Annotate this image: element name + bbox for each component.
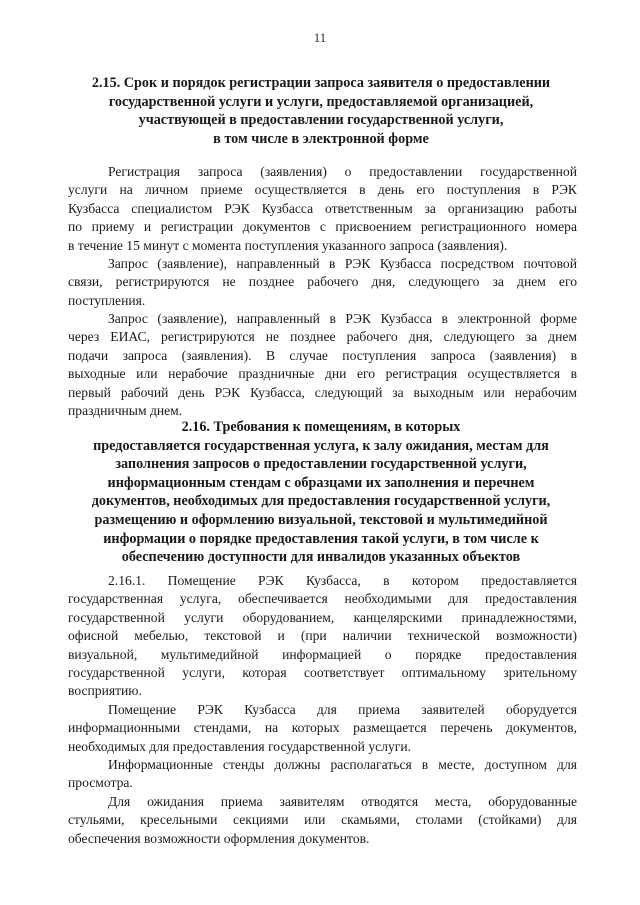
text-line: информационными стендами, на которых размещается перечень документов, xyxy=(68,720,577,736)
page-number: 11 xyxy=(313,30,327,45)
text-line: поступления. xyxy=(68,292,146,308)
heading-line: участвующей в предоставлении государственной услуги, xyxy=(138,112,504,129)
text-line: восприятию. xyxy=(68,683,142,699)
text-line: обеспечения возможности оформления документов. xyxy=(68,830,370,846)
text-line: через ЕИАС, регистрируются не позднее рабочего дня, следующего за днем xyxy=(68,329,577,345)
section-2-16-paragraph-2 xyxy=(68,701,577,756)
text-line: связи, регистрируются не позднее рабочего дня, следующего за днем его xyxy=(68,274,577,290)
heading-line: в том числе в электронной форме xyxy=(213,130,429,147)
text-line: государственная услуга, обеспечивается необходимыми для предоставления xyxy=(68,591,577,607)
text-line: подачи запроса (заявления). В случае поступления запроса (заявления) в xyxy=(68,347,577,363)
heading-line: 2.15. Срок и порядок регистрации запроса заявителя о предоставлении xyxy=(91,75,551,91)
heading-line: обеспечению доступности для инвалидов указанных объектов xyxy=(121,549,521,566)
text-line: по приему и регистрации документов с присвоением регистрационного номера xyxy=(68,219,577,235)
text-line: первый рабочий день РЭК Кузбасса, следующий за выходным или нерабочим xyxy=(68,384,577,400)
section-2-16-paragraph-1 xyxy=(68,572,577,701)
text-line: Помещение РЭК Кузбасса для приема заявителей оборудуется xyxy=(108,702,577,717)
text-line: визуальной, мультимедийной информацией о порядке предоставления xyxy=(68,646,577,662)
heading-line: предоставляется государственная услуга, к залу ожидания, местам для xyxy=(93,437,549,454)
text-line: выходные или нерабочие праздничные дни его регистрация осуществляется в xyxy=(68,366,577,382)
text-line: офисной мебелью, текстовой и (при наличии технической возможности) xyxy=(68,628,577,644)
section-2-15-heading xyxy=(64,74,578,148)
text-line: Запрос (заявление), направленный в РЭК Кузбасса в электронной форме xyxy=(108,311,577,326)
text-line: Для ожидания приема заявителям отводятся места, оборудованные xyxy=(108,794,577,809)
text-line: услуги на личном приеме осуществляется в день его поступления в РЭК xyxy=(68,182,577,198)
heading-line: заполнения запросов о предоставлении государственной услуги, xyxy=(115,456,527,473)
text-line: просмотра. xyxy=(68,775,133,791)
text-line: стульями, кресельными секциями или скамьями, столами (стойками) для xyxy=(68,812,577,828)
heading-line: размещению и оформлению визуальной, текстовой и мультимедийной xyxy=(94,511,548,528)
heading-line: информационным стендам с образцами их заполнения и перечнем xyxy=(107,474,535,491)
text-line: 2.16.1. Помещение РЭК Кузбасса, в котором предоставляется xyxy=(108,573,577,588)
text-line: Запрос (заявление), направленный в РЭК Кузбасса посредством почтовой xyxy=(108,256,577,271)
text-line: праздничным днем. xyxy=(68,403,183,419)
heading-line: информации о порядке предоставления такой услуги, в том числе к xyxy=(103,530,539,547)
section-2-15-paragraph-3 xyxy=(68,310,577,420)
heading-line: 2.16. Требования к помещениям, в которых xyxy=(181,419,461,435)
text-line: в течение 15 минут с момента поступления указанного запроса (заявления). xyxy=(68,237,508,253)
text-line: Кузбасса специалистом РЭК Кузбасса ответственным за организацию работы xyxy=(68,200,577,216)
text-line: Регистрация запроса (заявления) о предоставлении государственной xyxy=(108,164,577,179)
text-line: необходимых для предоставления государственной услуги. xyxy=(68,738,412,754)
heading-line: документов, необходимых для предоставления государственной услуги, xyxy=(91,493,551,510)
text-line: Информационные стенды должны располагаться в месте, доступном для xyxy=(108,757,577,772)
text-line: государственной услуги оборудованием, канцелярскими принадлежностями, xyxy=(68,609,577,625)
section-2-15-paragraph-1 xyxy=(68,163,577,255)
heading-line: государственной услуги и услуги, предоставляемой организацией, xyxy=(108,93,534,110)
section-2-16-paragraph-3 xyxy=(68,756,577,793)
section-2-16-paragraph-4 xyxy=(68,793,577,848)
section-2-15-paragraph-2 xyxy=(68,255,577,310)
text-line: государственной услуги, которая соответствует оптимальному зрительному xyxy=(68,665,577,681)
section-2-16-heading xyxy=(64,418,578,567)
